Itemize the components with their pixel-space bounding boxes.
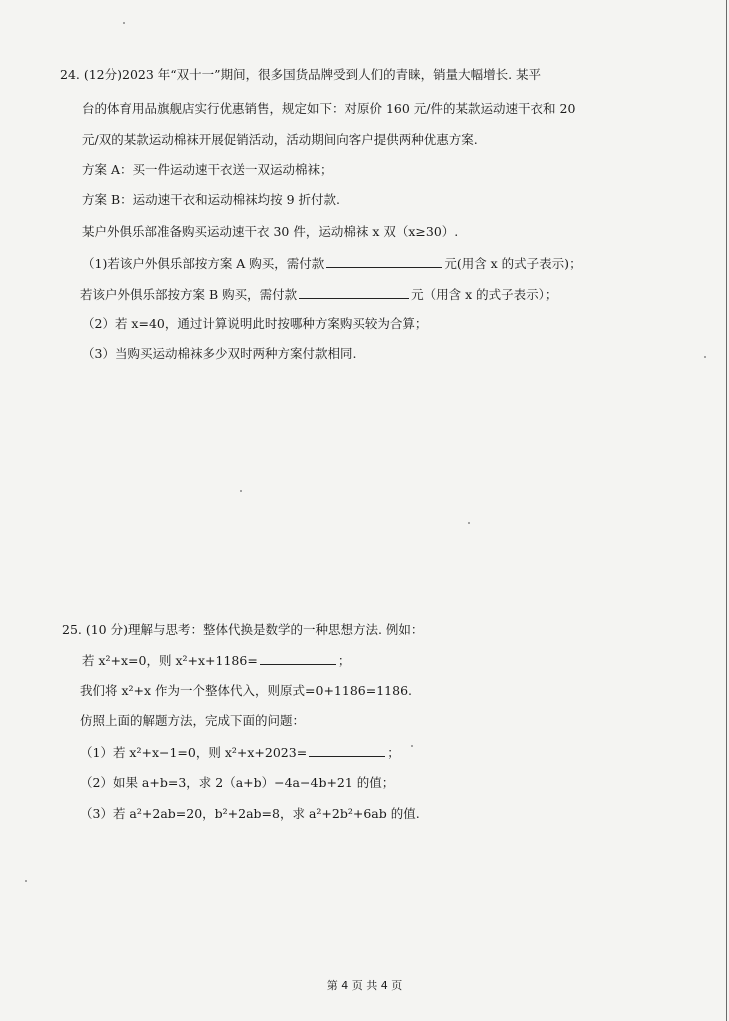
q25-example-suffix: ； <box>337 653 351 668</box>
q25-instruction: 仿照上面的解题方法，完成下面的问题： <box>80 713 306 728</box>
q24-part1b-prefix: 若该户外俱乐部按方案 B 购买，需付款 <box>80 287 298 302</box>
answer-blank-example[interactable] <box>260 652 336 665</box>
scan-speck <box>704 356 706 358</box>
scan-speck <box>123 22 125 24</box>
q24-line-3: 元/双的某款运动棉袜开展促销活动，活动期间向客户提供两种优惠方案. <box>82 132 478 147</box>
answer-blank-1a[interactable] <box>326 255 442 268</box>
q25-part1-prefix: （1）若 x²+x−1=0，则 x²+x+2023= <box>80 745 308 760</box>
q24-part1a-suffix: 元(用含 x 的式子表示)； <box>444 256 582 271</box>
q24-plan-a: 方案 A：买一件运动速干衣送一双运动棉袜； <box>82 162 333 177</box>
scan-speck <box>411 745 413 747</box>
scan-speck <box>468 522 470 524</box>
answer-blank-q25-1[interactable] <box>309 744 385 757</box>
q24-part1-plan-b <box>80 286 557 303</box>
q25-part-2: （2）如果 a+b=3，求 2（a+b）−4a−4b+21 的值； <box>80 775 395 790</box>
q24-part1a-prefix: （1)若该户外俱乐部按方案 A 购买，需付款 <box>82 256 325 271</box>
q24-part-3: （3）当购买运动棉袜多少双时两种方案付款相同. <box>82 346 357 361</box>
q25-example <box>82 652 350 669</box>
q24-line-1: 24. (12分)2023 年“双十一”期间，很多国货品牌受到人们的青睐，销量大幅增长. 某平 <box>60 67 542 82</box>
q25-line-1: 25. (10 分)理解与思考：整体代换是数学的一种思想方法. 例如： <box>62 622 424 637</box>
page-footer: 第 4 页 共 4 页 <box>326 979 403 992</box>
q24-part1-plan-a <box>82 255 582 272</box>
q24-plan-b: 方案 B：运动速干衣和运动棉袜均按 9 折付款. <box>82 192 341 207</box>
scan-speck <box>240 490 242 492</box>
scan-edge-line <box>726 0 727 1021</box>
q24-line-2: 台的体育用品旗舰店实行优惠销售，规定如下：对原价 160 元/件的某款运动速干衣和 20 <box>82 101 576 116</box>
q25-part-1 <box>80 744 400 761</box>
q24-part-2: （2）若 x=40，通过计算说明此时按哪种方案购买较为合算； <box>82 316 428 331</box>
q24-part1b-suffix: 元（用含 x 的式子表示）； <box>411 287 558 302</box>
answer-blank-1b[interactable] <box>299 286 409 299</box>
q24-setup: 某户外俱乐部准备购买运动速干衣 30 件，运动棉袜 x 双（x≥30）. <box>82 224 459 239</box>
scan-speck <box>25 880 27 882</box>
q25-example-prefix: 若 x²+x=0，则 x²+x+1186= <box>82 653 258 668</box>
q25-part1-suffix: ； <box>387 745 400 760</box>
q25-part-3: （3）若 a²+2ab=20，b²+2ab=8，求 a²+2b²+6ab 的值. <box>80 806 420 821</box>
q25-example-explanation: 我们将 x²+x 作为一个整体代入，则原式=0+1186=1186. <box>80 683 413 698</box>
